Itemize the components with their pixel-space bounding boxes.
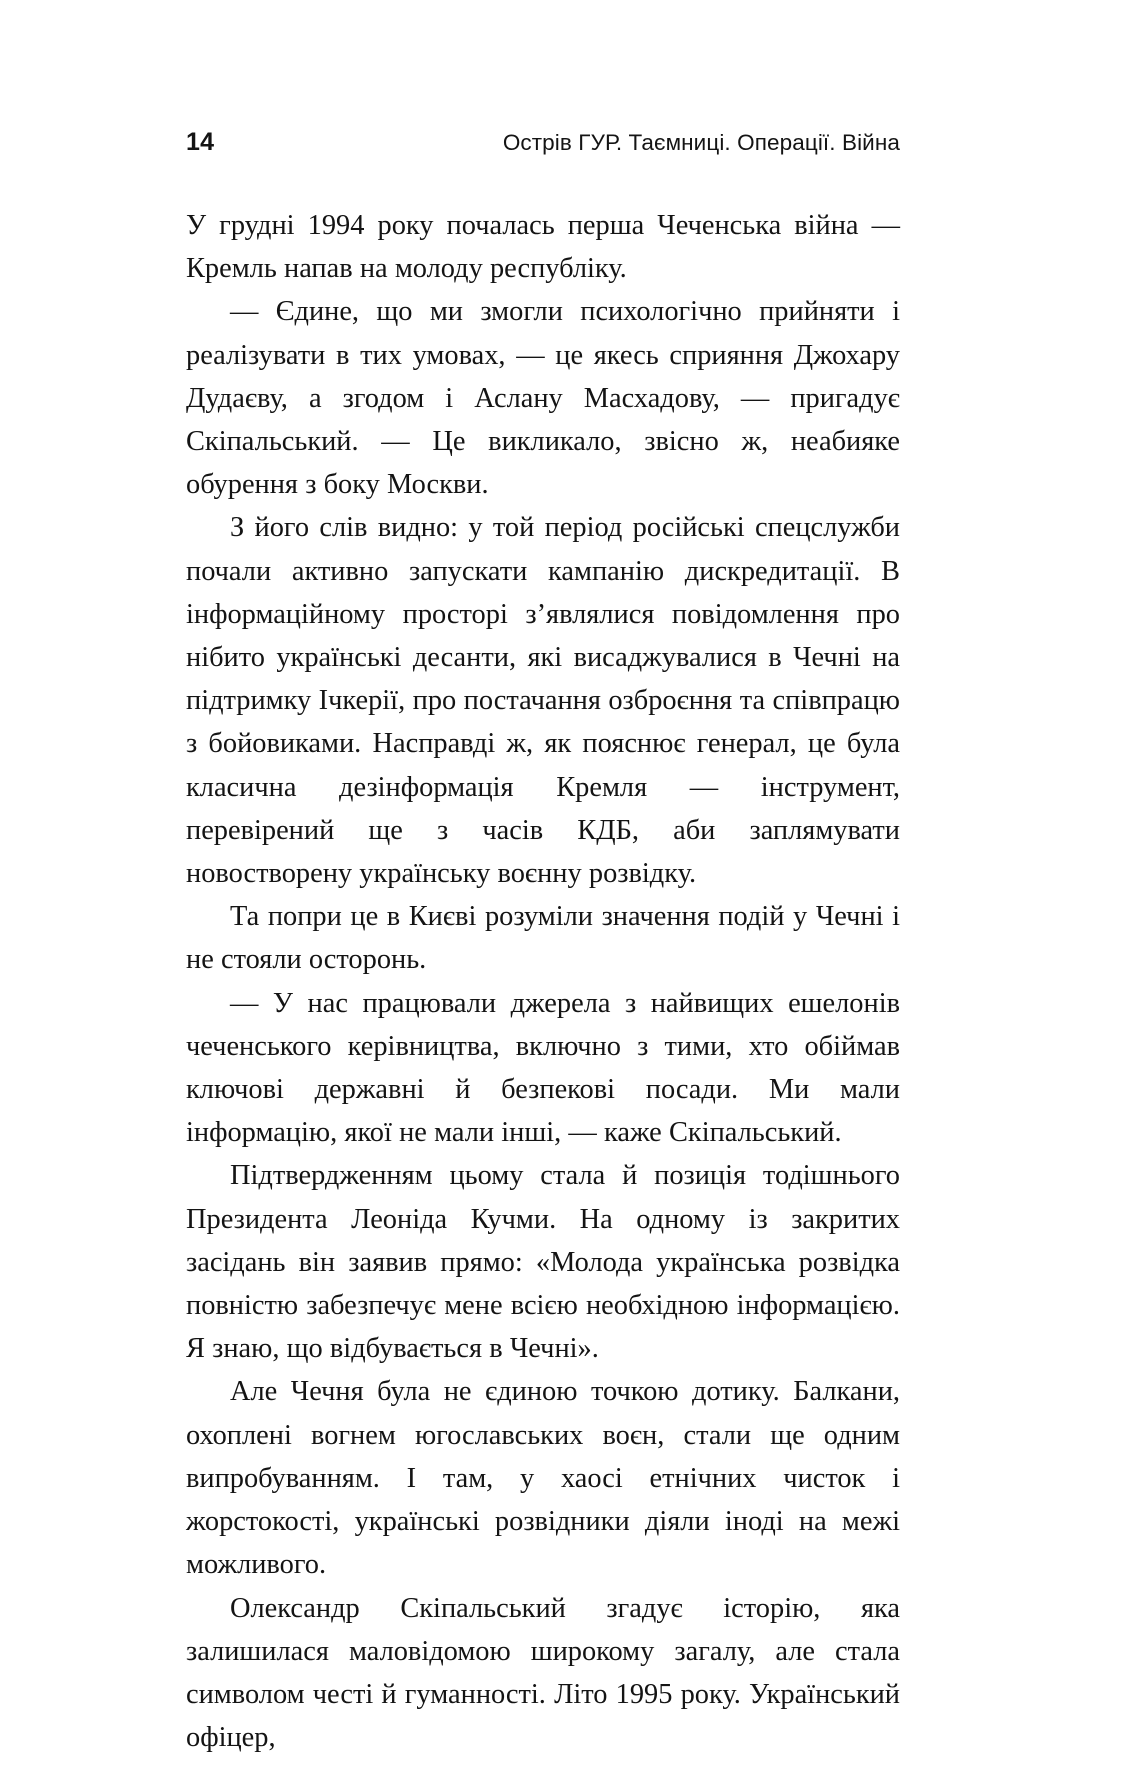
paragraph: Та попри це в Києві розуміли значення подій у Чечні і не стояли осторонь. [186,901,900,976]
paragraph: У грудні 1994 року почалась перша Чеченська війна — Кремль напав на молоду республіку. [186,210,900,285]
paragraph: Підтвердженням цьому стала й позиція тодішнього Президента Леоніда Кучми. На одному із закритих засідань він заявив прямо: «Молода українська розвідка повністю забезпечує мене всією необхідною інформацією. Я знаю, що відбувається в Чечні». [186,1160,900,1365]
body-text [186,204,900,1759]
paragraph: З його слів видно: у той період російські спецслужби почали активно запускати кампанію дискредитації. В інформаційному просторі з’являлися повідомлення про нібито українські десанти, які висаджувалися в Чечні на підтримку Ічкерії, про постачання озброєння та співпрацю з бойовиками. Насправді ж, як пояснює генерал, це була класична дезінформація Кремля — інструмент, перевірений ще з часів КДБ, аби заплямувати новостворену українську воєнну розвідку. [186,512,900,890]
paragraph: — Єдине, що ми змогли психологічно прийняти і реалізувати в тих умовах, — це якесь сприяння Джохару Дудаєву, а згодом і Аслану Масхадову, — пригадує Скіпальський. — Це викликало, звісно ж, неабияке обурення з боку Москви. [186,296,900,501]
book-title: Острів ГУР. Таємниці. Операції. Війна [502,130,900,155]
paragraph: Але Чечня була не єдиною точкою дотику. Балкани, охоплені вогнем югославських воєн, стали ще одним випробуванням. І там, у хаосі етнічних чисток і жорстокості, українські розвідники діяли іноді на межі можливого. [186,1376,900,1581]
paragraph: Олександр Скіпальський згадує історію, яка залишилася маловідомою широкому загалу, але стала символом честі й гуманності. Літо 1995 року. Український офіцер, [186,1592,900,1754]
running-head [186,128,900,157]
page-number: 14 [186,128,215,156]
paragraph: — У нас працювали джерела з найвищих ешелонів чеченського керівництва, включно з тими, хто обіймав ключові державні й безпекові посади. Ми мали інформацію, якої не мали інші, — каже Скіпальський. [186,987,900,1149]
